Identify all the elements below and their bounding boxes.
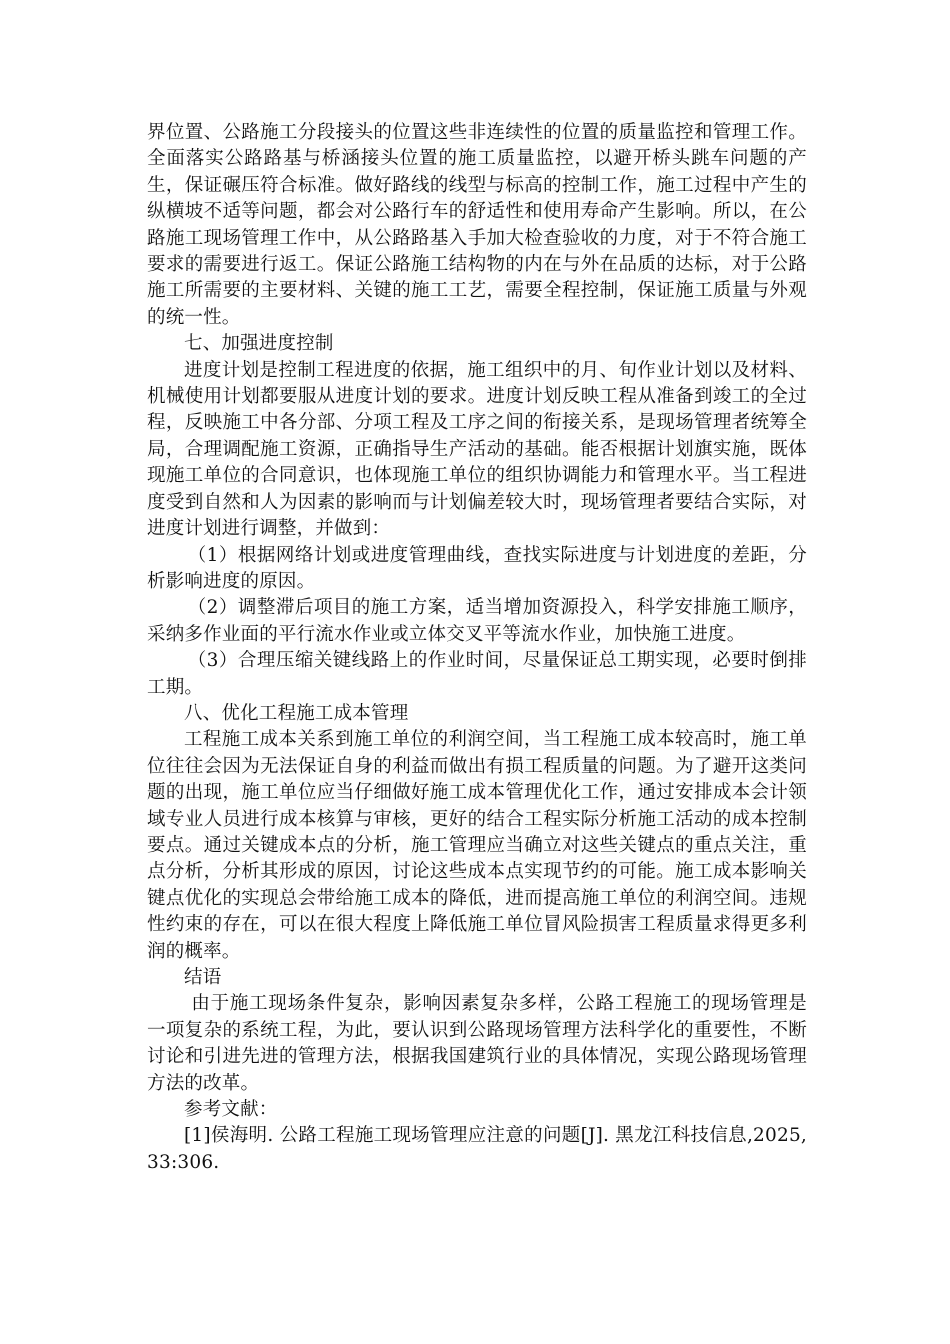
list-item-1: （1）根据网络计划或进度管理曲线，查找实际进度与计划进度的差距，分析影响进度的原因。 bbox=[147, 544, 807, 592]
section-heading-cost-management: 八、优化工程施工成本管理 bbox=[184, 702, 409, 724]
paragraph-conclusion: 由于施工现场条件复杂，影响因素复杂多样，公路工程施工的现场管理是一项复杂的系统工程，为此，要认识到公路现场管理方法科学化的重要性，不断讨论和引进先进的管理方法，根据我国建筑行业的具体情况，实现公路现场管理方法的改革。 bbox=[147, 993, 807, 1094]
list-item-2: （2）调整滞后项目的施工方案，适当增加资源投入，科学安排施工顺序，采纳多作业面的平行流水作业或立体交叉平等流水作业，加快施工进度。 bbox=[147, 597, 807, 645]
reference-item-1: [1]侯海明. 公路工程施工现场管理应注意的问题[J]. 黑龙江科技信息,2025,33:306. bbox=[147, 1125, 807, 1173]
section-heading-conclusion: 结语 bbox=[184, 967, 222, 988]
section-heading-progress-control: 七、加强进度控制 bbox=[184, 333, 334, 355]
list-item-3: （3）合理压缩关键线路上的作业时间，尽量保证总工期实现，必要时倒排工期。 bbox=[147, 650, 807, 698]
paragraph-progress-plan: 进度计划是控制工程进度的依据，施工组织中的月、旬作业计划以及材料、机械使用计划都要服从进度计划的要求。进度计划反映工程从准备到竣工的全过程，反映施工中各分部、分项工程及工序之间的衔接关系，是现场管理者统筹全局，合理调配施工资源，正确指导生产活动的基础。能否根据计划旗实施，既体现施工单位的合同意识，也体现施工单位的组织协调能力和管理水平。当工程进度受到自然和人为因素的影响而与计划偏差较大时，现场管理者要结合实际，对进度计划进行调整，并做到： bbox=[147, 359, 807, 540]
paragraph-cost-management: 工程施工成本关系到施工单位的利润空间，当工程施工成本较高时，施工单位往往会因为无法保证自身的利益而做出有损工程质量的问题。为了避开这类问题的出现，施工单位应当仔细做好施工成本管理优化工作，通过安排成本会计领域专业人员进行成本核算与审核，更好的结合工程实际分析施工活动的成本控制要点。通过关键成本点的分析，施工管理应当确立对这些关键点的重点关注，重点分析，分析其形成的原因，讨论这些成本点实现节约的可能。施工成本影响关键点优化的实现总会带给施工成本的降低，进而提高施工单位的利润空间。违规性约束的存在，可以在很大程度上降低施工单位冒风险损害工程质量求得更多利润的概率。 bbox=[147, 729, 807, 962]
document-body bbox=[147, 120, 807, 1176]
paragraph-quality-control-continued: 界位置、公路施工分段接头的位置这些非连续性的位置的质量监控和管理工作。全面落实公路路基与桥涵接头位置的施工质量监控，以避开桥头跳车问题的产生，保证碾压符合标准。做好路线的线型与标高的控制工作，施工过程中产生的纵横坡不适等问题，都会对公路行车的舒适性和使用寿命产生影响。所以，在公路施工现场管理工作中，从公路路基入手加大检查验收的力度，对于不符合施工要求的需要进行返工。保证公路施工结构物的内在与外在品质的达标，对于公路施工所需要的主要材料、关键的施工工艺，需要全程控制，保证施工质量与外观的统一性。 bbox=[147, 122, 807, 328]
section-heading-references: 参考文献： bbox=[184, 1099, 278, 1121]
